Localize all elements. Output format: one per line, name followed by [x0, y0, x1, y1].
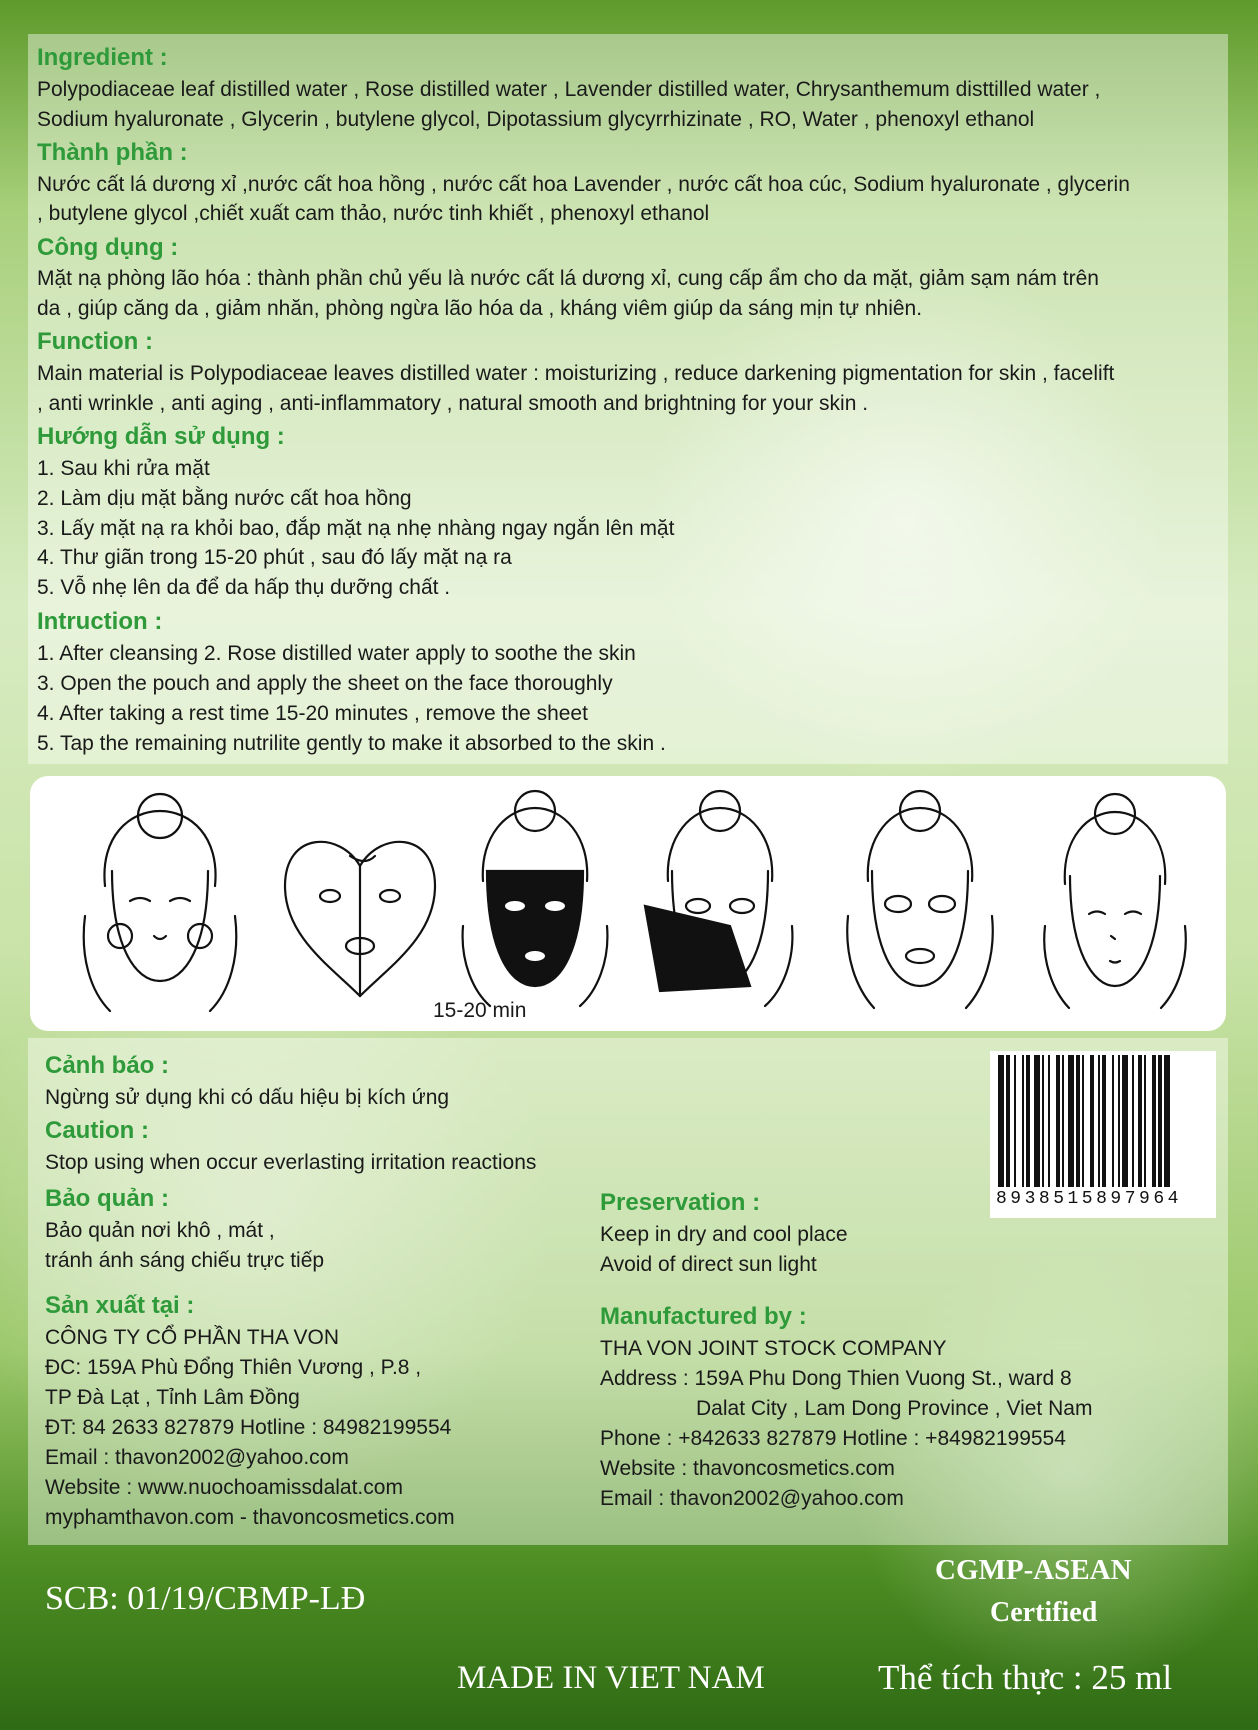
bao-quan-line-1: Bảo quản nơi khô , mát , — [45, 1219, 275, 1242]
barcode-bar — [1042, 1055, 1044, 1187]
huong-dan-step-5: 5. Vỗ nhẹ lên da để da hấp thụ dưỡng chất . — [37, 576, 451, 599]
manufactured-line-6: Email : thavon2002@yahoo.com — [600, 1487, 904, 1510]
thanh-phan-line-2: , butylene glycol ,chiết xuất cam thảo, nước tinh khiết , phenoxyl ethanol — [37, 202, 710, 225]
canh-bao-heading: Cảnh báo : — [45, 1052, 169, 1079]
canh-bao-text: Ngừng sử dụng khi có dấu hiệu bị kích ứng — [45, 1086, 450, 1109]
mask-sheet-icon — [285, 842, 435, 996]
san-xuat-line-2: ĐC: 159A Phù Đổng Thiên Vương , P.8 , — [45, 1356, 422, 1379]
intruction-step-1: 1. After cleansing 2. Rose distilled water apply to soothe the skin — [37, 642, 636, 665]
thanh-phan-heading: Thành phần : — [37, 139, 188, 166]
barcode-bar — [1144, 1055, 1146, 1187]
san-xuat-line-5: Email : thavon2002@yahoo.com — [45, 1446, 349, 1469]
face-wash-icon — [84, 794, 237, 1011]
huong-dan-step-4: 4. Thư giãn trong 15-20 phút , sau đó lấy mặt nạ ra — [37, 546, 512, 569]
intruction-step-2: 3. Open the pouch and apply the sheet on the face thoroughly — [37, 672, 613, 695]
barcode-bar — [998, 1055, 1004, 1187]
barcode-bar — [1158, 1055, 1162, 1187]
manufactured-heading: Manufactured by : — [600, 1303, 807, 1330]
barcode-bar — [1132, 1055, 1134, 1187]
barcode-bar — [1006, 1055, 1010, 1187]
face-finished-icon — [1044, 794, 1186, 1008]
barcode-bar — [1112, 1055, 1114, 1187]
barcode-number: 8938515897964 — [996, 1189, 1182, 1209]
cert-line-1: CGMP-ASEAN — [935, 1554, 1132, 1586]
manufactured-line-5: Website : thavoncosmetics.com — [600, 1457, 895, 1480]
face-mask-on-icon — [463, 791, 608, 1006]
cong-dung-line-2: da , giúp căng da , giảm nhăn, phòng ngừa lão hóa da , kháng viêm giúp da sáng mịn tự nhiên. — [37, 297, 923, 320]
huong-dan-heading: Hướng dẫn sử dụng : — [37, 423, 285, 450]
san-xuat-line-3: TP Đà Lạt , Tỉnh Lâm Đồng — [45, 1386, 300, 1409]
barcode-bar — [1034, 1055, 1040, 1187]
barcode-bar — [1138, 1055, 1142, 1187]
huong-dan-step-1: 1. Sau khi rửa mặt — [37, 457, 210, 480]
bao-quan-line-2: tránh ánh sáng chiếu trực tiếp — [45, 1249, 325, 1272]
intruction-heading: Intruction : — [37, 608, 163, 635]
barcode-bar — [1056, 1055, 1060, 1187]
barcode-bar — [1098, 1055, 1100, 1187]
barcode-bar — [1062, 1055, 1064, 1187]
intruction-step-3: 4. After taking a rest time 15-20 minutes , remove the sheet — [37, 702, 588, 725]
huong-dan-step-2: 2. Làm dịu mặt bằng nước cất hoa hồng — [37, 487, 412, 510]
cong-dung-heading: Công dụng : — [37, 234, 179, 261]
intruction-step-4: 5. Tap the remaining nutrilite gently to make it absorbed to the skin . — [37, 732, 666, 755]
caution-heading: Caution : — [45, 1117, 149, 1144]
barcode — [990, 1051, 1216, 1218]
manufactured-line-3: Dalat City , Lam Dong Province , Viet Nam — [696, 1397, 1093, 1420]
usage-steps-illustration — [30, 776, 1226, 1031]
time-label: 15-20 min — [433, 999, 527, 1022]
barcode-bar — [1164, 1055, 1170, 1187]
face-patting-icon — [847, 791, 993, 1008]
preservation-line-2: Avoid of direct sun light — [600, 1253, 817, 1276]
thanh-phan-line-1: Nước cất lá dương xỉ ,nước cất hoa hồng , nước cất hoa Lavender , nước cất hoa cúc, Sodium hyaluronate , glycerin — [37, 173, 1130, 196]
san-xuat-line-7: myphamthavon.com - thavoncosmetics.com — [45, 1506, 455, 1529]
ingredient-heading: Ingredient : — [37, 44, 168, 71]
manufactured-line-2: Address : 159A Phu Dong Thien Vuong St., ward 8 — [600, 1367, 1072, 1390]
scb-code: SCB: 01/19/CBMP-LĐ — [45, 1580, 366, 1617]
barcode-bar — [1068, 1055, 1074, 1187]
function-heading: Function : — [37, 328, 153, 355]
barcode-bar — [1090, 1055, 1094, 1187]
ingredient-line-2: Sodium hyaluronate , Glycerin , butylene glycol, Dipotassium glycyrrhizinate , RO, Water , phenoxyl ethanol — [37, 108, 1035, 131]
manufactured-line-4: Phone : +842633 827879 Hotline : +84982199554 — [600, 1427, 1066, 1450]
barcode-bars — [990, 1051, 1216, 1191]
caution-text: Stop using when occur everlasting irritation reactions — [45, 1151, 537, 1174]
barcode-bar — [1122, 1055, 1128, 1187]
barcode-bar — [1022, 1055, 1024, 1187]
barcode-bar — [1026, 1055, 1030, 1187]
san-xuat-line-4: ĐT: 84 2633 827879 Hotline : 84982199554 — [45, 1416, 452, 1439]
net-volume-label: Thể tích thực : 25 ml — [878, 1658, 1173, 1697]
function-line-1: Main material is Polypodiaceae leaves distilled water : moisturizing , reduce darkening pigmentation for skin , facelift — [37, 362, 1115, 385]
cert-line-2: Certified — [990, 1597, 1098, 1628]
preservation-heading: Preservation : — [600, 1189, 761, 1216]
san-xuat-line-1: CÔNG TY CỔ PHẦN THA VON — [45, 1326, 340, 1349]
huong-dan-step-3: 3. Lấy mặt nạ ra khỏi bao, đắp mặt nạ nhẹ nhàng ngay ngắn lên mặt — [37, 517, 675, 540]
barcode-bar — [1076, 1055, 1080, 1187]
san-xuat-heading: Sản xuất tại : — [45, 1292, 195, 1319]
barcode-bar — [1118, 1055, 1120, 1187]
face-remove-mask-icon — [645, 791, 792, 1006]
cong-dung-line-1: Mặt nạ phòng lão hóa : thành phần chủ yếu là nước cất lá dương xỉ, cung cấp ẩm cho da mặt, giảm sạm nám trên — [37, 267, 1099, 290]
ingredient-line-1: Polypodiaceae leaf distilled water , Rose distilled water , Lavender distilled water, Chrysanthemum disttilled water , — [37, 78, 1101, 101]
barcode-bar — [1014, 1055, 1016, 1187]
function-line-2: , anti wrinkle , anti aging , anti-inflammatory , natural smooth and brightning for your skin . — [37, 392, 869, 415]
san-xuat-line-6: Website : www.nuochoamissdalat.com — [45, 1476, 403, 1499]
bao-quan-heading: Bảo quản : — [45, 1185, 169, 1212]
manufactured-line-1: THA VON JOINT STOCK COMPANY — [600, 1337, 947, 1360]
barcode-bar — [1152, 1055, 1156, 1187]
barcode-bar — [1082, 1055, 1084, 1187]
barcode-bar — [1048, 1055, 1050, 1187]
made-in-label: MADE IN VIET NAM — [457, 1660, 765, 1696]
preservation-line-1: Keep in dry and cool place — [600, 1223, 848, 1246]
barcode-bar — [1102, 1055, 1106, 1187]
face-steps-drawing — [30, 776, 1226, 1031]
